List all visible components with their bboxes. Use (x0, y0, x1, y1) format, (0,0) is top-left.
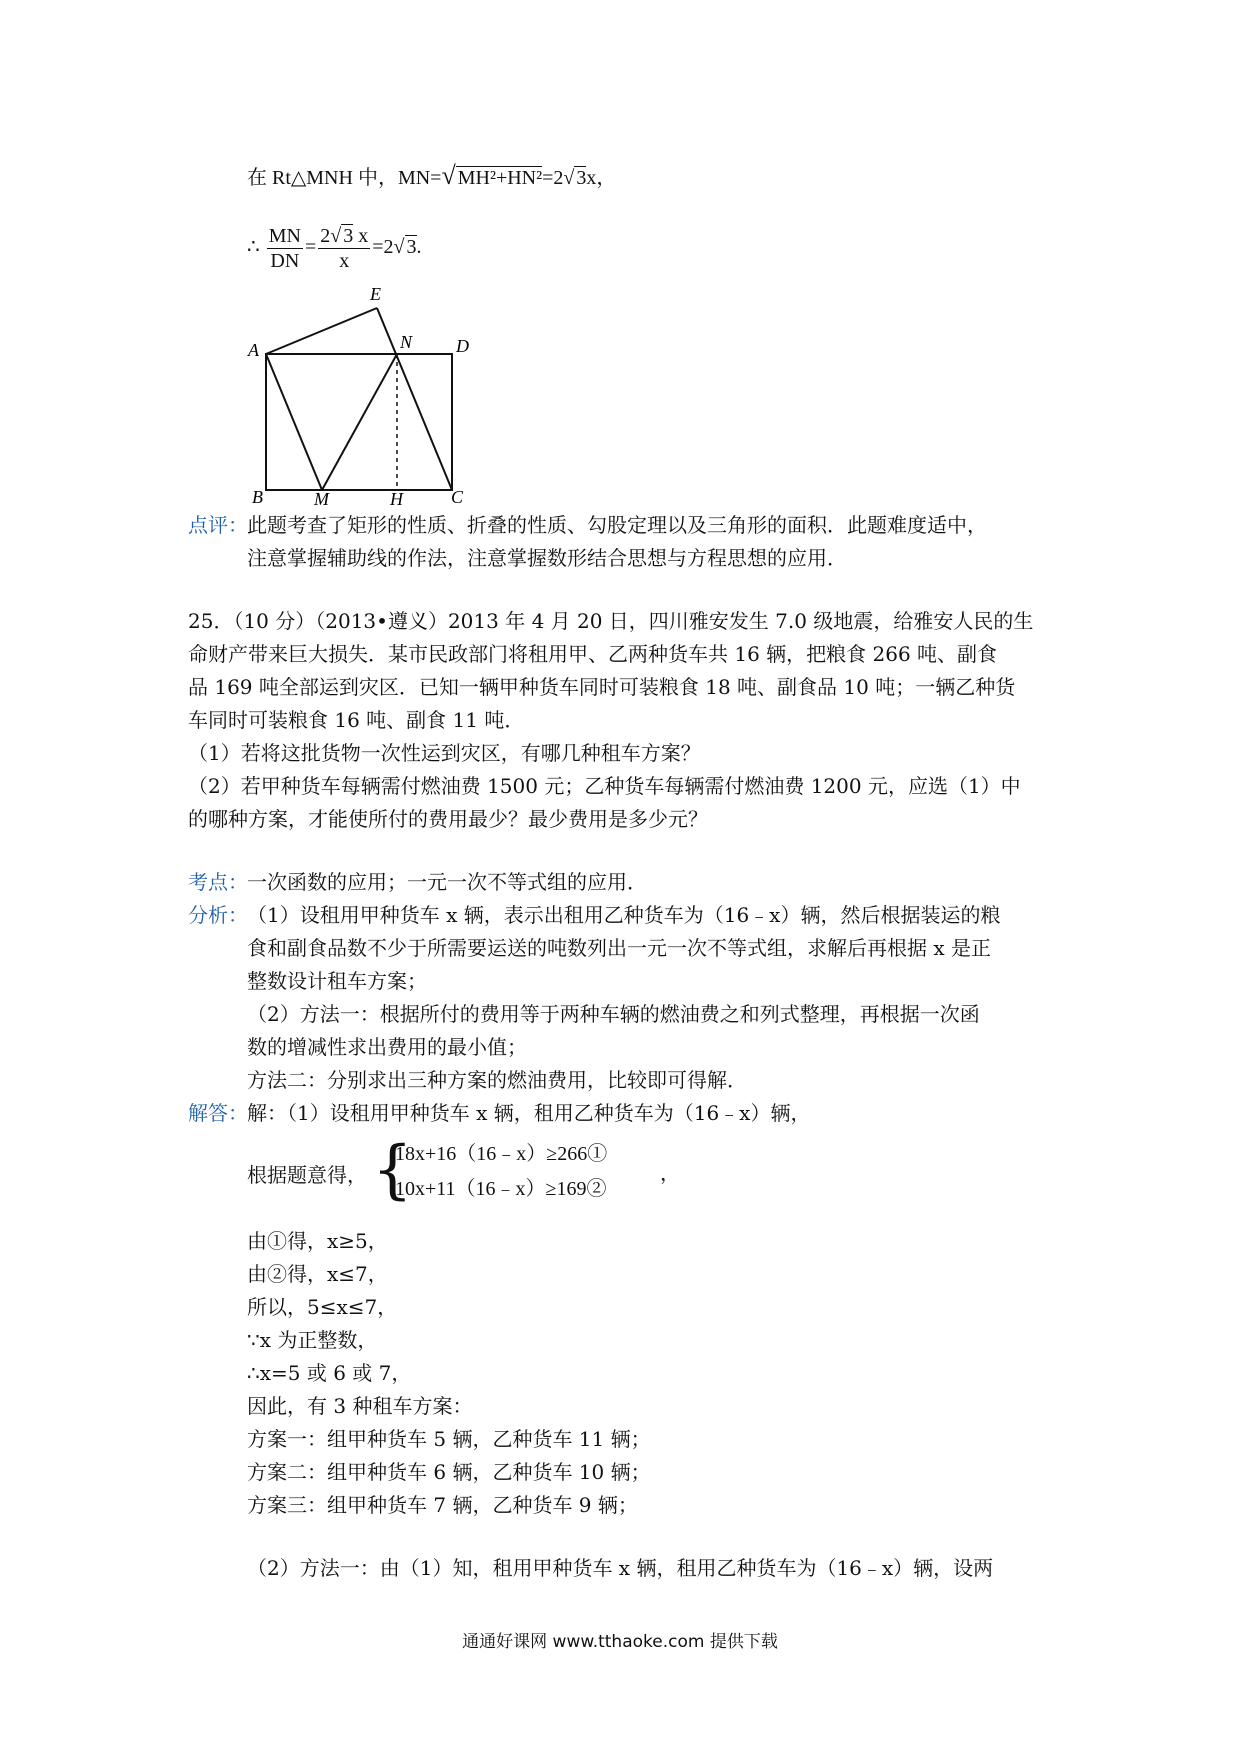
problem-line-7: 的哪种方案，才能使所付的费用最少？最少费用是多少元？ (188, 807, 708, 831)
fraction-mn-dn: $\frac{MN}{DN}$ (268, 224, 301, 272)
plan-3: 方案三：组甲种货车 7 辆，乙种货车 9 辆； (247, 1493, 638, 1517)
problem-line-1: 25．（10 分）（2013•遵义）2013 年 4 月 20 日，四川雅安发生 7.0 级地震，给雅安人民的生 (188, 609, 1034, 633)
jieda-label: 解答： (188, 1101, 248, 1125)
problem-line-5: （1）若将这批货物一次性运到灾区，有哪几种租车方案？ (188, 741, 701, 765)
label-a: A (248, 340, 259, 360)
label-h: H (390, 489, 403, 505)
system-prefix: 根据题意得， (247, 1163, 367, 1187)
inequality-2: 10x+11（16﹣x）≥169② (395, 1178, 607, 1200)
label-m: M (314, 489, 329, 505)
jieda-line-1: 解：（1）设租用甲种货车 x 辆，租用乙种货车为（16﹣x）辆， (247, 1101, 811, 1125)
step-6: 因此，有 3 种租车方案： (247, 1394, 473, 1418)
comment-label: 点评： (188, 513, 248, 537)
segment-mn (322, 354, 397, 490)
problem-line-6: （2）若甲种货车每辆需付燃油费 1500 元；乙种货车每辆需付燃油费 1200 元，应选（1）中 (188, 774, 1021, 798)
segment-em (377, 308, 452, 490)
system-comma: ， (660, 1161, 680, 1185)
step-5: ∴x=5 或 6 或 7， (247, 1361, 412, 1385)
radical-mh-hn: MH²+HN² (457, 167, 543, 189)
step-method-1: （2）方法一：由（1）知，租用甲种货车 x 辆，租用乙种货车为（16﹣x）辆，设两 (247, 1556, 994, 1580)
label-n: N (400, 332, 413, 352)
comment-line-2: 注意掌握辅助线的作法，注意掌握数形结合思想与方程思想的应用． (247, 546, 847, 570)
kaodian-text: 一次函数的应用；一元一次不等式组的应用． (247, 870, 647, 894)
step-3: 所以，5≤x≤7， (247, 1295, 398, 1319)
fenxi-line-1: （1）设租用甲种货车 x 辆，表示出租用乙种货车为（16﹣x）辆，然后根据装运的粮 (247, 903, 1001, 927)
plan-2: 方案二：组甲种货车 6 辆，乙种货车 10 辆； (247, 1460, 651, 1484)
label-e: E (370, 285, 381, 304)
problem-line-4: 车同时可装粮食 16 吨、副食 11 吨． (188, 708, 525, 732)
kaodian-label: 考点： (188, 870, 248, 894)
rectangle-fold-figure (240, 285, 500, 505)
fenxi-label: 分析： (188, 903, 248, 927)
label-b: B (252, 487, 263, 505)
system-brace: { (372, 1133, 413, 1207)
eq-prefix: 在 Rt△MNH 中，MN= (247, 167, 442, 189)
step-1: 由①得，x≥5， (247, 1229, 388, 1253)
step-4: ∵x 为正整数， (247, 1328, 378, 1352)
problem-line-2: 命财产带来巨大损失．某市民政部门将租用甲、乙两种货车共 16 辆，把粮食 266 吨、副食 (188, 642, 998, 666)
inequality-1: 18x+16（16﹣x）≥266① (395, 1143, 608, 1165)
equation-ratio: ∴ $\frac{MN}{DN}$ = $\frac{2√ 3 x}{x}$ =2√ 3. (247, 224, 422, 272)
label-c: C (451, 487, 464, 505)
fraction-2sqrt3x-x: $\frac{2√ 3 x}{x}$ (320, 224, 369, 272)
segment-ae (266, 308, 377, 354)
fenxi-line-5: 数的增减性求出费用的最小值； (247, 1035, 527, 1059)
fenxi-line-6: 方法二：分别求出三种方案的燃油费用，比较即可得解． (247, 1068, 747, 1092)
equation-mn: 在 Rt△MNH 中，MN=√ MH²+HN²=2√ 3x， (247, 161, 617, 190)
fenxi-line-4: （2）方法一：根据所付的费用等于两种车辆的燃油费之和列式整理，再根据一次函 (247, 1002, 980, 1026)
fenxi-line-2: 食和副食品数不少于所需要运送的吨数列出一元一次不等式组，求解后再根据 x 是正 (247, 936, 991, 960)
footer-source: 通通好课网 www.tthaoke.com 提供下载 (462, 1632, 778, 1652)
plan-1: 方案一：组甲种货车 5 辆，乙种货车 11 辆； (247, 1427, 651, 1451)
segment-am (266, 354, 322, 490)
step-2: 由②得，x≤7， (247, 1262, 388, 1286)
comment-line-1: 此题考查了矩形的性质、折叠的性质、勾股定理以及三角形的面积．此题难度适中， (247, 513, 987, 537)
fenxi-line-3: 整数设计租车方案； (247, 969, 427, 993)
label-d: D (456, 336, 469, 356)
problem-line-3: 品 169 吨全部运到灾区．已知一辆甲种货车同时可装粮食 18 吨、副食品 10 吨；一辆乙种货 (188, 675, 1016, 699)
